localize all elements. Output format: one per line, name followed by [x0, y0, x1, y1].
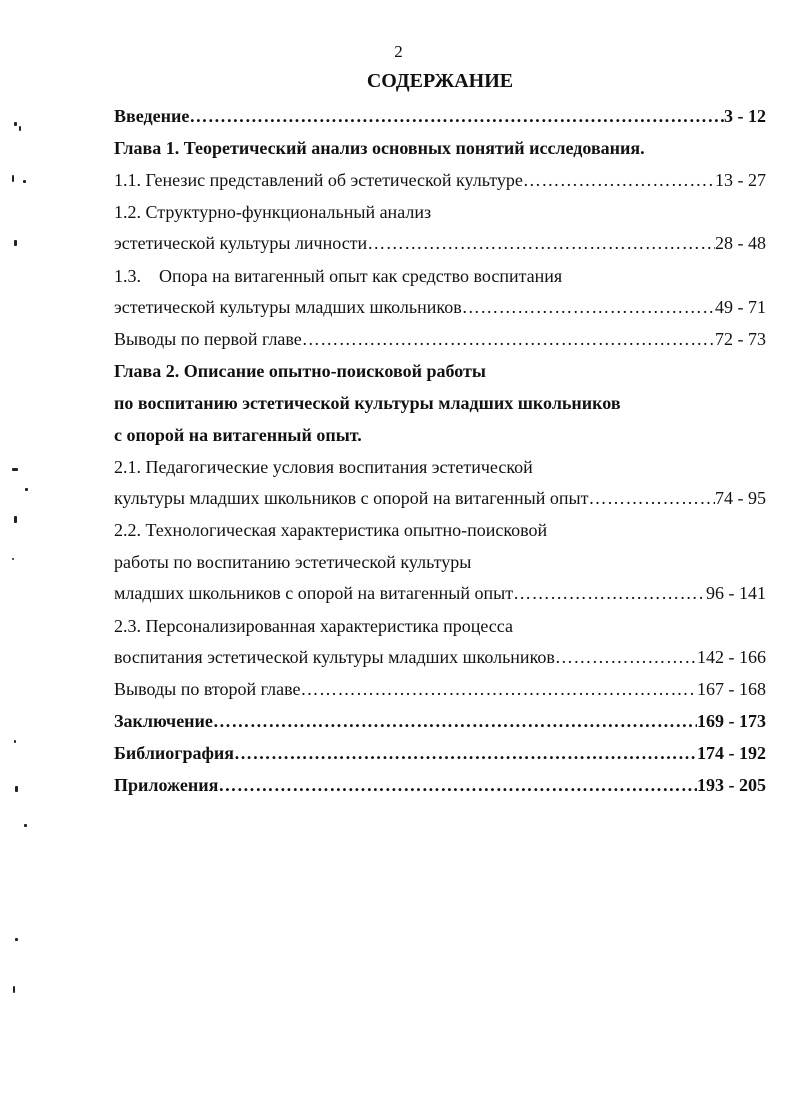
toc-label: Выводы по второй главе — [114, 679, 301, 699]
toc-label: Выводы по первой главе — [114, 329, 302, 349]
scan-speck — [19, 126, 21, 131]
toc-entry-appendices[interactable] — [114, 773, 766, 797]
toc-pages: 72 - 73 — [715, 329, 766, 349]
scan-speck — [15, 786, 18, 792]
leader-dots — [300, 677, 697, 701]
toc-entry-intro[interactable] — [114, 104, 766, 128]
scan-speck — [12, 558, 14, 560]
toc-label: младших школьников с опорой на витагенный опыт — [114, 583, 514, 603]
toc-entry-2-1-line1: 2.1. Педагогические условия воспитания эстетической — [114, 457, 533, 477]
toc-entry-1-2[interactable] — [114, 231, 766, 255]
toc-label: эстетической культуры личности — [114, 233, 368, 253]
leader-dots — [302, 327, 715, 351]
toc-label: воспитания эстетической культуры младших школьников — [114, 647, 555, 667]
toc-entry-2-1[interactable] — [114, 486, 766, 510]
leader-dots — [523, 168, 715, 192]
leader-dots — [189, 104, 724, 128]
scan-speck — [15, 938, 18, 941]
toc-label: культуры младших школьников с опорой на витагенный опыт — [114, 488, 589, 508]
toc-entry-2-2-line2: работы по воспитанию эстетической культуры — [114, 552, 472, 572]
page-number: 2 — [394, 42, 403, 61]
toc-label: эстетической культуры младших школьников — [114, 297, 462, 317]
leader-dots — [213, 709, 697, 733]
scan-speck — [25, 488, 28, 491]
toc-entry-conclusion[interactable] — [114, 709, 766, 733]
toc-pages: 193 - 205 — [697, 775, 766, 795]
leader-dots — [462, 295, 715, 319]
toc-pages: 169 - 173 — [697, 711, 766, 731]
toc-entry-1-3[interactable] — [114, 295, 766, 319]
toc-entry-1-3-line1: 1.3. Опора на витагенный опыт как средство воспитания — [114, 266, 563, 286]
leader-dots — [367, 231, 715, 255]
toc-label: Библиография — [114, 743, 235, 763]
toc-label: Приложения — [114, 775, 219, 795]
scan-speck — [23, 180, 26, 183]
leader-dots — [234, 741, 697, 765]
toc-entry-conclusions-1[interactable] — [114, 327, 766, 351]
leader-dots — [589, 486, 716, 510]
toc-chapter-2-title-line3: с опорой на витагенный опыт. — [114, 425, 362, 445]
toc-pages: 74 - 95 — [715, 488, 766, 508]
scan-speck — [12, 175, 14, 182]
toc-entry-2-2[interactable] — [114, 581, 766, 605]
toc-entry-conclusions-2[interactable] — [114, 677, 766, 701]
leader-dots — [513, 581, 706, 605]
toc-chapter-2-title-line1[interactable]: Глава 2. Описание опытно-поисковой работы — [114, 361, 486, 381]
toc-label: Заключение — [114, 711, 213, 731]
page-title: СОДЕРЖАНИЕ — [366, 70, 514, 92]
toc-entry-bibliography[interactable] — [114, 741, 766, 765]
toc-label: Введение — [114, 106, 190, 126]
toc-entry-1-1[interactable] — [114, 168, 766, 192]
toc-pages: 49 - 71 — [715, 297, 766, 317]
toc-entry-2-3-line1: 2.3. Персонализированная характеристика процесса — [114, 616, 513, 636]
scan-speck — [14, 740, 16, 743]
toc-entry-1-2-line1: 1.2. Структурно-функциональный анализ — [114, 202, 432, 222]
scan-speck — [12, 468, 18, 471]
toc-pages: 142 - 166 — [697, 647, 766, 667]
toc-pages: 167 - 168 — [697, 679, 766, 699]
toc-label: 1.1. Генезис представлений об эстетической культуре — [114, 170, 523, 190]
toc-pages: 3 - 12 — [724, 106, 766, 126]
toc-entry-2-3[interactable] — [114, 645, 766, 669]
toc-chapter-2-title-line2: по воспитанию эстетической культуры младших школьников — [114, 393, 621, 413]
toc-pages: 96 - 141 — [706, 583, 766, 603]
leader-dots — [218, 773, 697, 797]
toc-pages: 13 - 27 — [715, 170, 766, 190]
toc-pages: 28 - 48 — [715, 233, 766, 253]
leader-dots — [555, 645, 697, 669]
scan-speck — [14, 516, 17, 523]
scan-speck — [13, 986, 15, 993]
scan-speck — [24, 824, 27, 827]
scan-speck — [14, 122, 17, 126]
toc-entry-2-2-line1: 2.2. Технологическая характеристика опытно-поисковой — [114, 520, 548, 540]
toc-chapter-1-title[interactable]: Глава 1. Теоретический анализ основных понятий исследования. — [114, 138, 645, 158]
toc-pages: 174 - 192 — [697, 743, 766, 763]
scan-speck — [14, 240, 17, 246]
